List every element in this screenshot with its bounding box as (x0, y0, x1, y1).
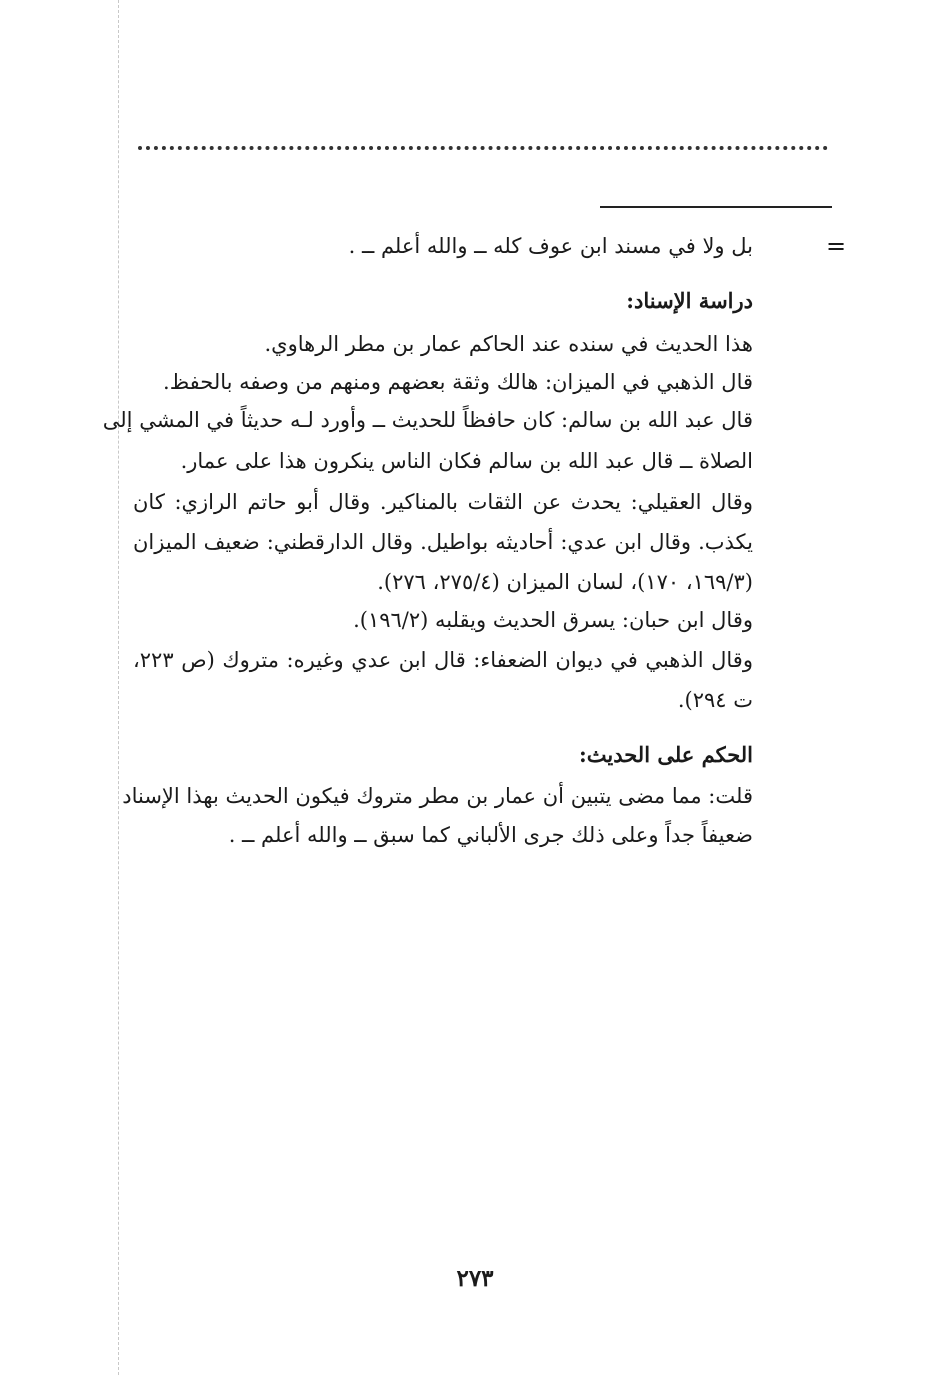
scan-edge-line (118, 0, 119, 1375)
footnote-rule (600, 206, 832, 208)
text-line: هذا الحديث في سنده عند الحاكم عمار بن مطر الرهاوي. (264, 332, 753, 356)
text-line: قلت: مما مضى يتبين أن عمار بن مطر متروك فيكون الحديث بهذا الإسناد (122, 784, 753, 808)
text-line: الصلاة ــ قال عبد الله بن سالم فكان الناس ينكرون هذا على عمار. (180, 449, 753, 473)
text-line: وقال العقيلي: يحدث عن الثقات بالمناكير. وقال أبو حاتم الرازي: كان (133, 490, 753, 514)
page-number: ٢٧٣ (456, 1265, 494, 1292)
text-line: وقال الذهبي في ديوان الضعفاء: قال ابن عدي وغيره: متروك (ص ٢٢٣، (133, 648, 753, 672)
footnote-line: بل ولا في مسند ابن عوف كله ــ والله أعلم ــ . (348, 234, 753, 258)
continuation-mark: = (826, 232, 847, 260)
dotted-separator (138, 146, 828, 150)
isnad-heading: دراسة الإسناد: (626, 288, 753, 313)
text-line: قال الذهبي في الميزان: هالك وثقة بعضهم ومنهم من وصفه بالحفظ. (163, 370, 753, 394)
text-line: (١٦٩/٣، ١٧٠)، لسان الميزان (٢٧٥/٤، ٢٧٦). (377, 570, 753, 594)
ruling-heading: الحكم على الحديث: (579, 742, 753, 767)
text-line: يكذب. وقال ابن عدي: أحاديثه بواطيل. وقال الدارقطني: ضعيف الميزان (133, 530, 753, 554)
text-line: وقال ابن حبان: يسرق الحديث ويقلبه (١٩٦/٢). (353, 608, 753, 632)
text-line: ت ٢٩٤). (677, 688, 753, 712)
text-line: ضعيفاً جداً وعلى ذلك جرى الألباني كما سبق ــ والله أعلم ــ . (228, 823, 753, 847)
text-line: قال عبد الله بن سالم: كان حافظاً للحديث ــ وأورد لـه حديثاً في المشي إلى (102, 408, 753, 432)
